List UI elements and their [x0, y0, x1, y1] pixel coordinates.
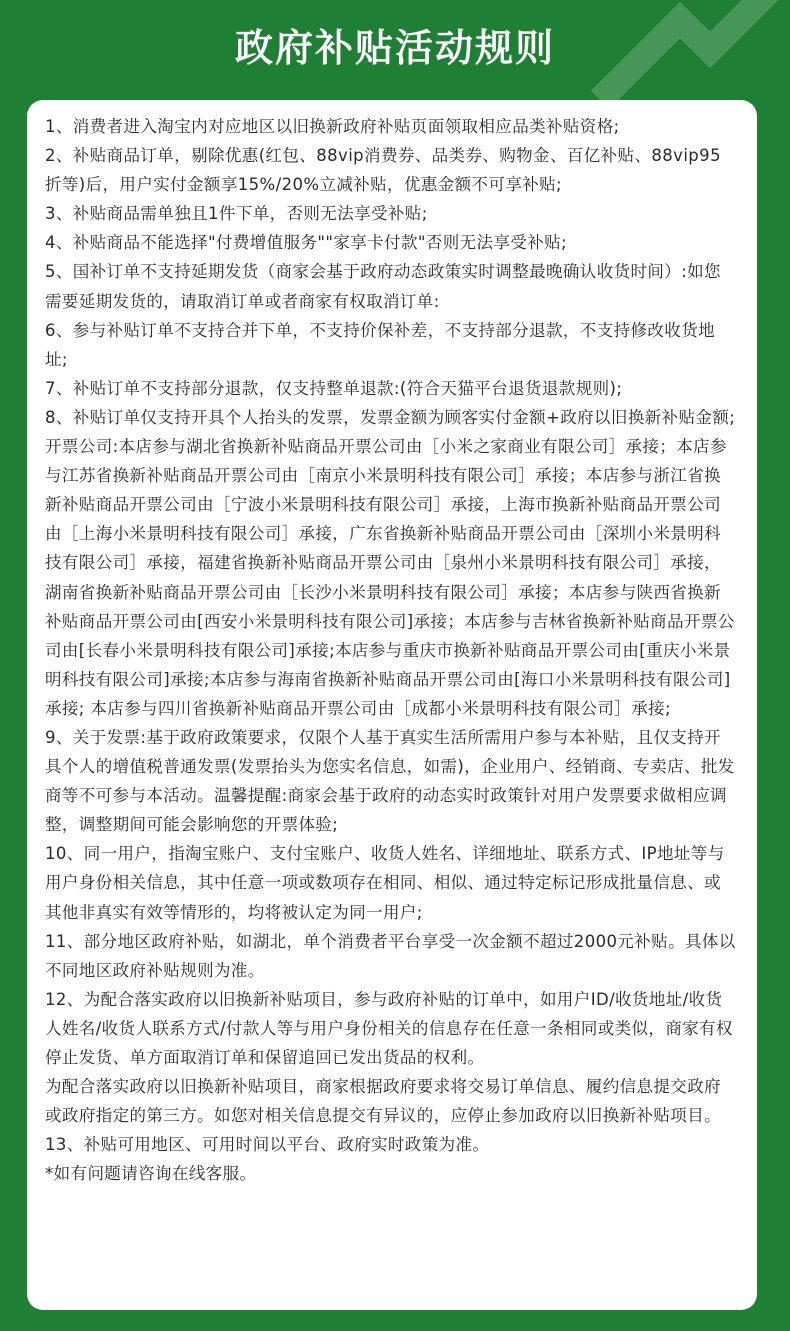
rule-item-8: 8、补贴订单仅支持开具个人抬头的发票，发票金额为顾客实付金额+政府以旧换新补贴金额;开票公司:本店参与湖北省换新补贴商品开票公司由［小米之家商业有限公司］承接；本店参与江苏省换新补贴商品开票公司由［南京小米景明科技有限公司］承接；本店参与浙江省换新补贴商品开票公司由［宁波小米景明科技有限公司］承接，上海市换新补贴商品开票公司由［上海小米景明科技有限公司］承接，广东省换新补贴商品开票公司由［深圳小米景明科技有限公司］承接，福建省换新补贴商品开票公司由［泉州小米景明科技有限公司］承接，湖南省换新补贴商品开票公司由［长沙小米景明科技有限公司］承接；本店参与陕西省换新补贴商品开票公司由[西安小米景明科技有限公司]承接；本店参与吉林省换新补贴商品开票公司由[长春小米景明科技有限公司]承接;本店参与重庆市换新补贴商品开票公司由[重庆小米景明科技有限公司]承接;本店参与海南省换新补贴商品开票公司由[海口小米景明科技有限公司]承接; 本店参与四川省换新补贴商品开票公司由［成都小米景明科技有限公司］承接;	[45, 407, 736, 718]
rule-item-2: 2、补贴商品订单，剔除优惠(红包、88vip消费券、品类券、购物金、百亿补贴、88vip95折等)后，用户实付金额享15%/20%立减补贴，优惠金额不可享补贴;	[45, 146, 721, 195]
rule-item-6: 6、参与补贴订单不支持合并下单，不支持价保补差，不支持部分退款，不支持修改收货地址;	[45, 320, 715, 369]
rule-item-7: 7、补贴订单不支持部分退款，仅支持整单退款:(符合天猫平台退货退款规则);	[45, 378, 623, 398]
rule-item-9: 9、关于发票:基于政府政策要求，仅限个人基于真实生活所需用户参与本补贴，且仅支持开具个人的增值税普通发票(发票抬头为您实名信息，如需)，企业用户、经销商、专卖店、批发商等不可参与本活动。温馨提醒:商家会基于政府的动态实时政策针对用户发票要求做相应调整，调整期间可能会影响您的开票体验;	[45, 727, 735, 835]
rule-item-5: 5、国补订单不支持延期发货（商家会基于政府动态政策实时调整最晚确认收货时间）:如您需要延期发货的，请取消订单或者商家有权取消订单:	[45, 262, 721, 311]
customer-service-note: *如有问题请咨询在线客服。	[45, 1164, 257, 1184]
rule-item-3: 3、补贴商品需单独且1件下单，否则无法享受补贴;	[45, 204, 428, 224]
rule-item-12-supplement: 为配合落实政府以旧换新补贴项目，商家根据政府要求将交易订单信息、履约信息提交政府或政府指定的第三方。如您对相关信息提交有异议的，应停止参加政府以旧换新补贴项目。	[45, 1077, 721, 1126]
page-title: 政府补贴活动规则	[234, 26, 555, 70]
rules-card	[27, 100, 757, 1310]
rule-item-10: 10、同一用户，指淘宝账户、支付宝账户、收货人姓名、详细地址、联系方式、IP地址等与用户身份相关信息，其中任意一项或数项存在相同、相似、通过特定标记形成批量信息、或其他非真实有效等情形的，均将被认定为同一用户;	[45, 844, 725, 922]
rule-item-1: 1、消费者进入淘宝内对应地区以旧换新政府补贴页面领取相应品类补贴资格;	[45, 117, 620, 136]
rule-item-4: 4、补贴商品不能选择"付费增值服务""家享卡付款"否则无法享受补贴;	[45, 233, 568, 253]
rule-item-11: 11、部分地区政府补贴，如湖北，单个消费者平台享受一次金额不超过2000元补贴。具体以不同地区政府补贴规则为准。	[45, 931, 736, 980]
rule-item-13: 13、补贴可用地区、可用时间以平台、政府实时政策为准。	[45, 1135, 490, 1155]
rule-item-12: 12、为配合落实政府以旧换新补贴项目，参与政府补贴的订单中，如用户ID/收货地址/收货人姓名/收货人联系方式/付款人等与用户身份相关的信息存在任意一条相同或类似，商家有权停止发货、单方面取消订单和保留追回已发出货品的权利。	[45, 989, 733, 1067]
